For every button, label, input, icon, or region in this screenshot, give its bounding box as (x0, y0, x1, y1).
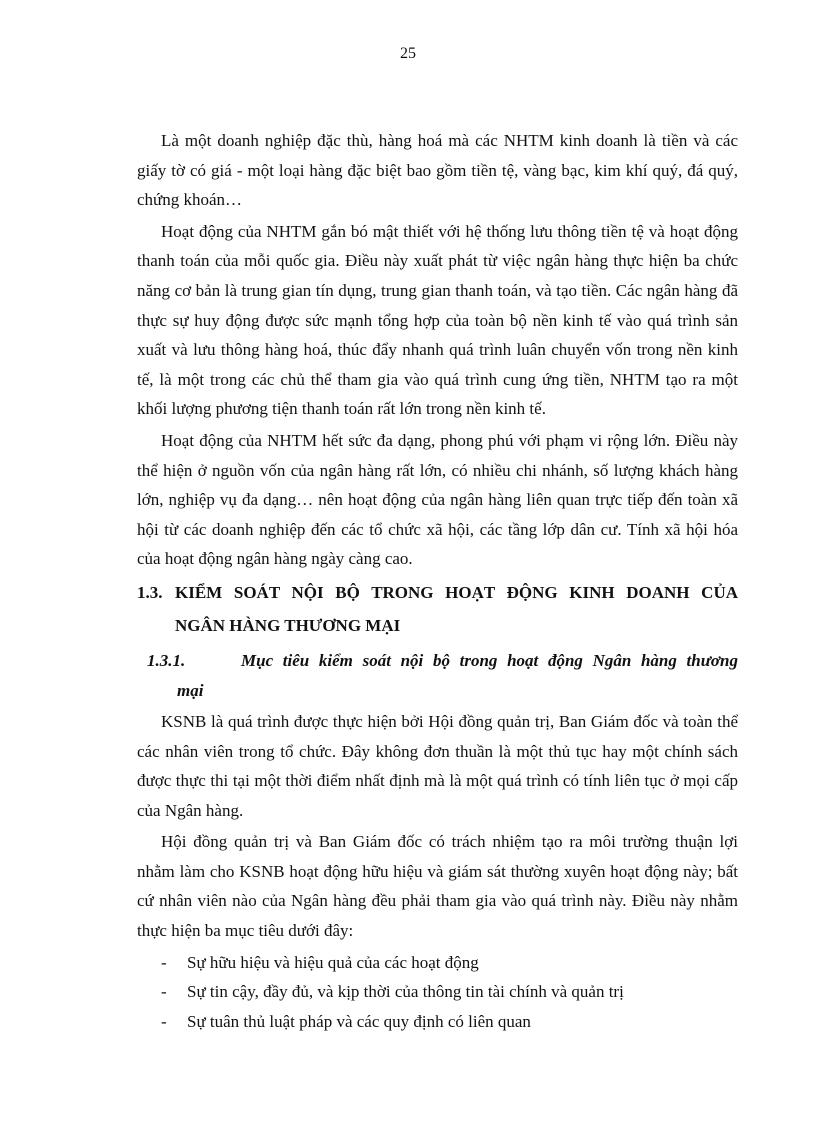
objectives-list (137, 948, 738, 1037)
subsection-title-line-2: mại (177, 680, 204, 700)
list-item (137, 1007, 738, 1037)
paragraph-intro-2: Hoạt động của NHTM gắn bó mật thiết với hệ thống lưu thông tiền tệ và hoạt động thanh toán của mỗi quốc gia. Điều này xuất phát từ việc ngân hàng thực hiện ba chức năng cơ bản là trung gian tín dụng, trung gian thanh toán, và tạo tiền. Các ngân hàng đã thực sự huy động được sức mạnh tổng hợp của toàn bộ nền kinh tế vào quá trình sản xuất và lưu thông hàng hoá, thúc đẩy nhanh quá trình luân chuyển vốn trong nền kinh tế, là một trong các chủ thể tham gia vào quá trình cung ứng tiền, NHTM tạo ra một khối lượng phương tiện thanh toán rất lớn trong nền kinh tế. (137, 221, 738, 419)
paragraph-intro-1: Là một doanh nghiệp đặc thù, hàng hoá mà các NHTM kinh doanh là tiền và các giấy tờ có giá - một loại hàng đặc biệt bao gồm tiền tệ, vàng bạc, kim khí quý, đá quý, chứng khoán… (137, 131, 738, 210)
list-item (137, 977, 738, 1007)
subsection-heading (137, 645, 738, 676)
paragraph-body-2: Hội đồng quản trị và Ban Giám đốc có trách nhiệm tạo ra môi trường thuận lợi nhằm làm cho KSNB hoạt động hữu hiệu và giám sát thường xuyên hoạt động này; bất cứ nhân viên nào của Ngân hàng đều phải tham gia vào quá trình này. Điều này nhằm thực hiện ba mục tiêu dưới đây: (137, 832, 738, 941)
list-item-text: Sự tin cậy, đầy đủ, và kịp thời của thông tin tài chính và quản trị (187, 982, 624, 1002)
bullet-dash: - (161, 1011, 167, 1031)
subsection-title-line-1: Mục tiêu kiểm soát nội bộ trong hoạt động Ngân hàng thương (241, 650, 738, 670)
section-title-line-1: KIỂM SOÁT NỘI BỘ TRONG HOẠT ĐỘNG KINH DOANH CỦA (175, 582, 738, 602)
bullet-dash: - (161, 982, 167, 1002)
list-item-text: Sự tuân thủ luật pháp và các quy định có liên quan (187, 1011, 531, 1031)
section-heading (137, 577, 738, 608)
page-number: 25 (400, 45, 416, 62)
paragraph-intro-3: Hoạt động của NHTM hết sức đa dạng, phong phú với phạm vi rộng lớn. Điều này thể hiện ở nguồn vốn của ngân hàng rất lớn, có nhiều chi nhánh, số lượng khách hàng lớn, nghiệp vụ đa dạng… nên hoạt động của ngân hàng liên quan trực tiếp đến toàn xã hội từ các doanh nghiệp đến các tổ chức xã hội, các tầng lớp dân cư. Tính xã hội hóa của hoạt động ngân hàng ngày càng cao. (137, 430, 738, 569)
page-content (137, 126, 738, 1036)
subsection-number: 1.3.1. (147, 650, 186, 670)
list-item (137, 948, 738, 978)
bullet-dash: - (161, 952, 167, 972)
section-title-line-2: NGÂN HÀNG THƯƠNG MẠI (175, 615, 401, 635)
list-item-text: Sự hữu hiệu và hiệu quả của các hoạt động (187, 952, 479, 972)
section-number: 1.3. (137, 582, 163, 602)
paragraph-body-1: KSNB là quá trình được thực hiện bởi Hội đồng quản trị, Ban Giám đốc và toàn thể các nhân viên trong tổ chức. Đây không đơn thuần là một thủ tục hay một chính sách được thực thi tại một thời điểm nhất định mà là một quá trình có tính liên tục ở mọi cấp của Ngân hàng. (137, 711, 738, 820)
